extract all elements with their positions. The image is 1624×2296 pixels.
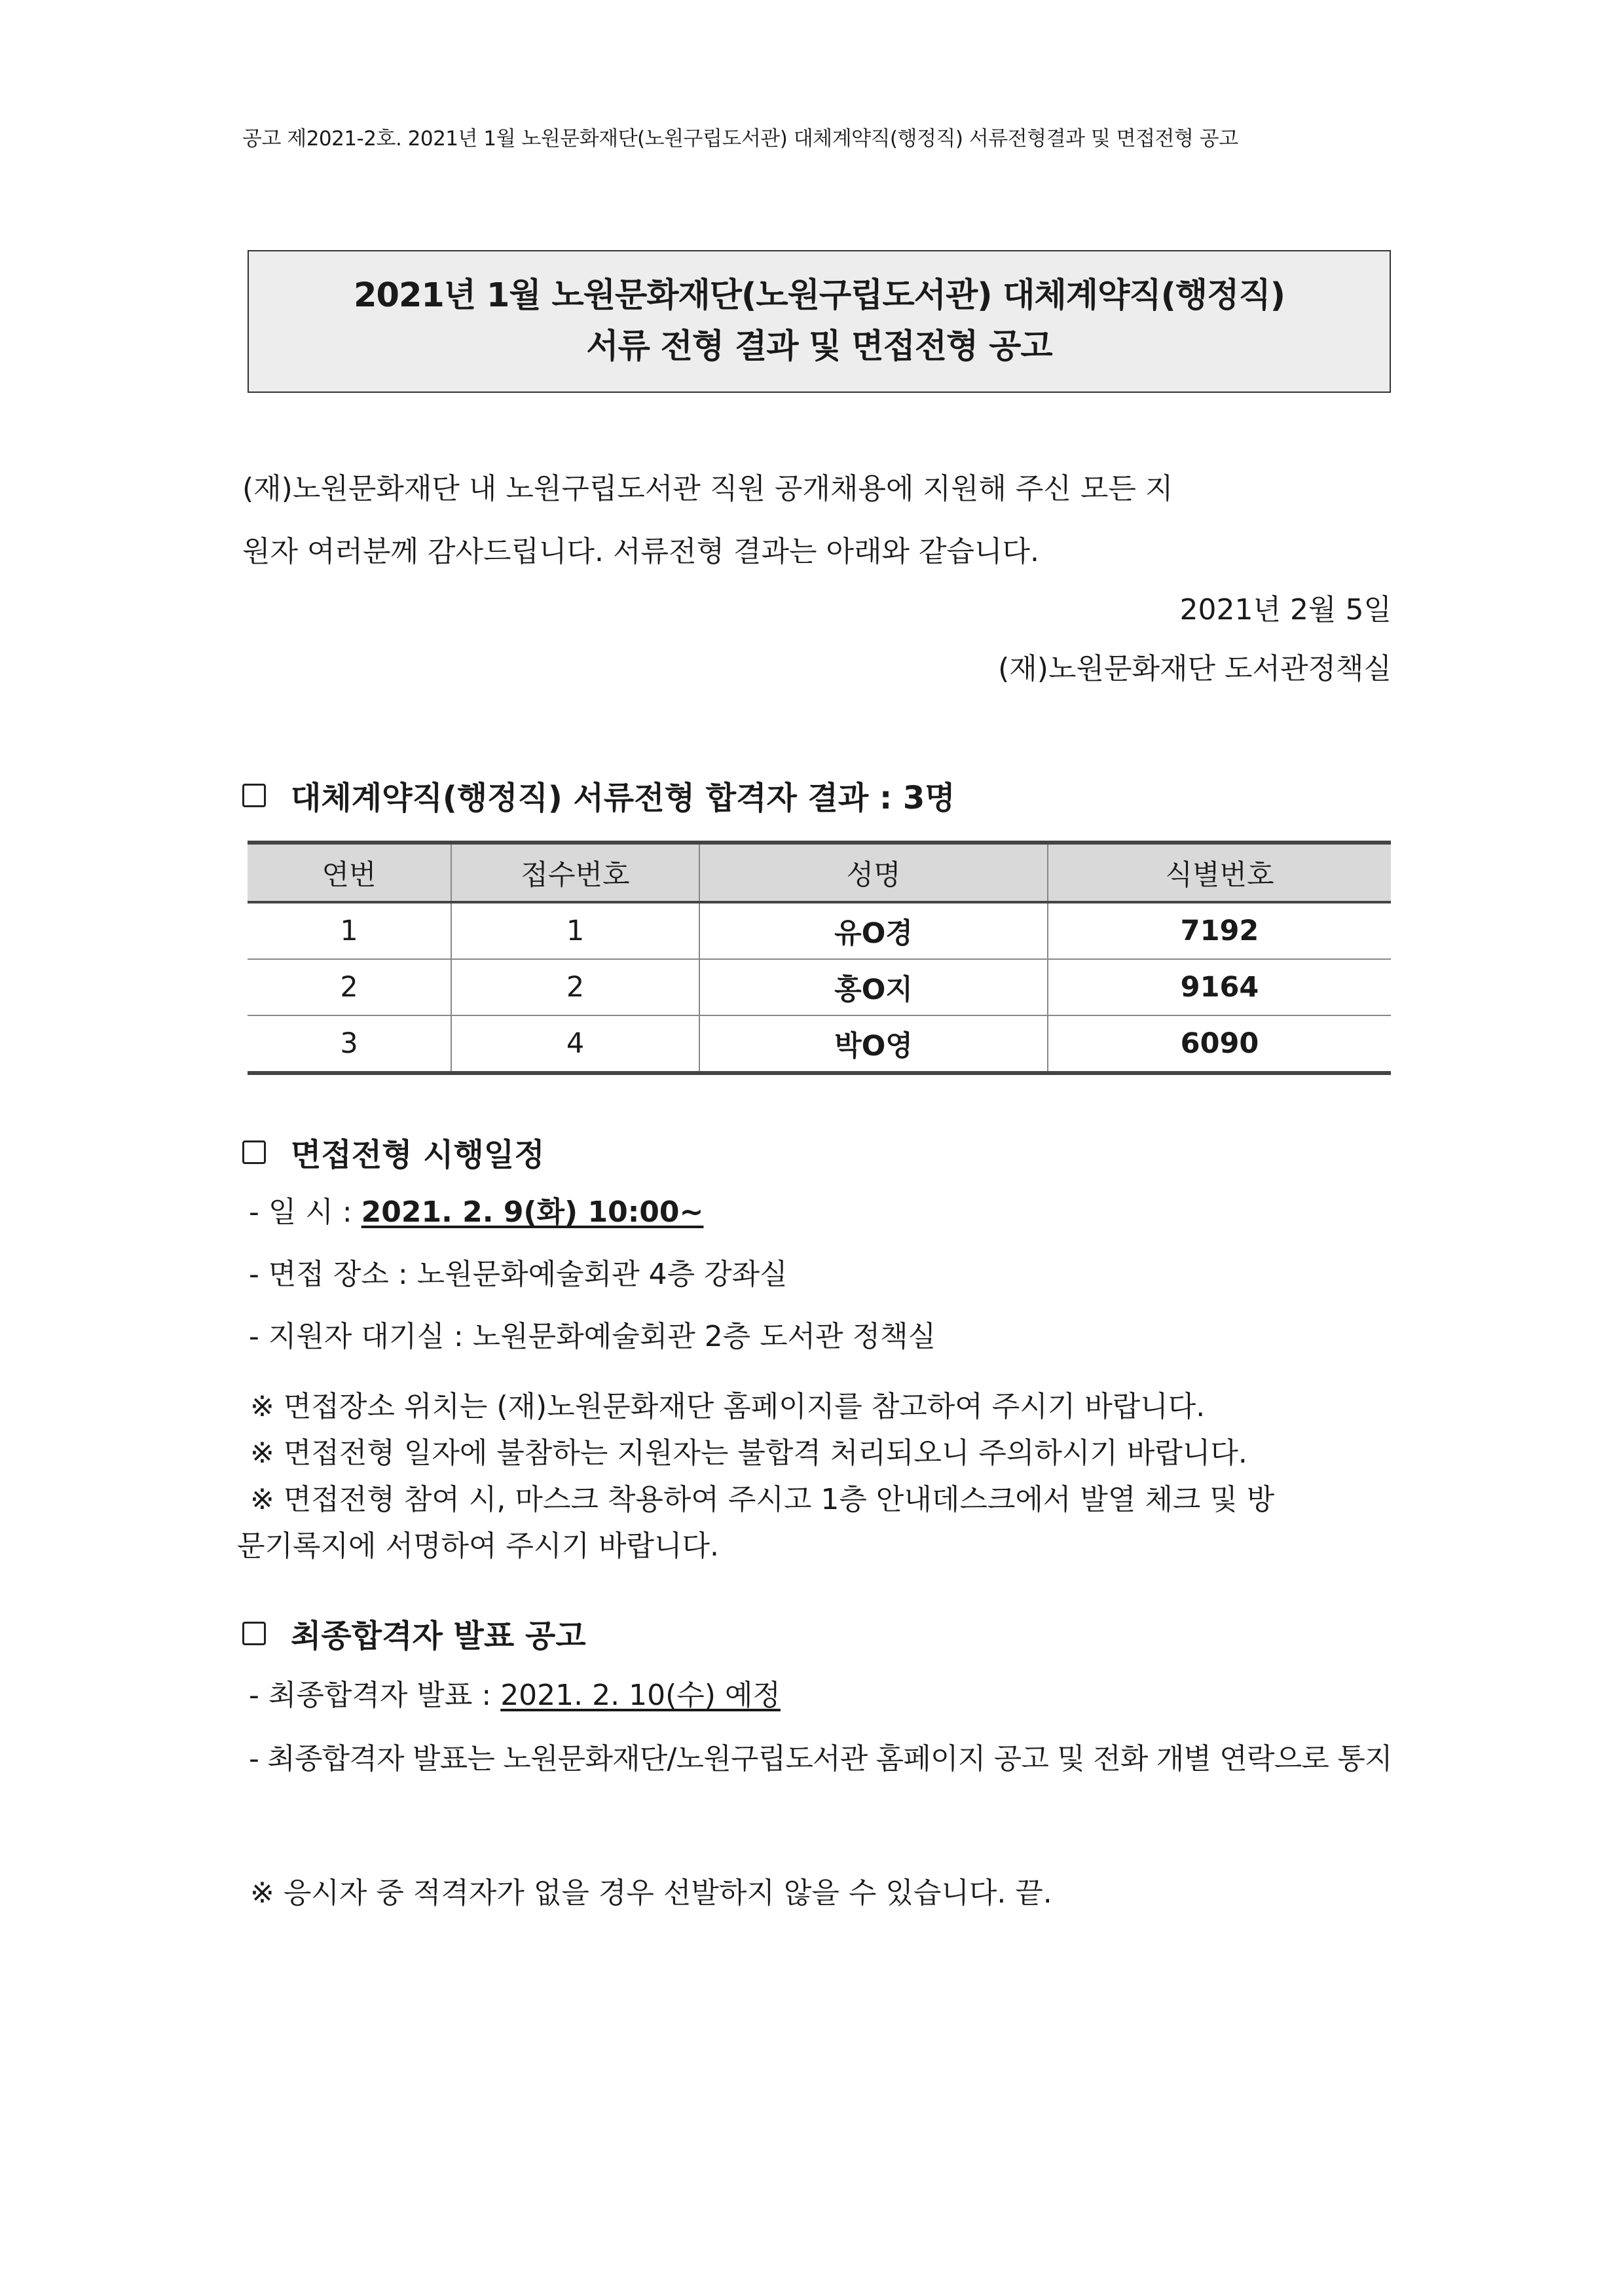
result-table — [248, 841, 1391, 1075]
interview-datetime-label: - 일 시 : — [249, 1195, 352, 1229]
table-cell: 7192 — [1048, 902, 1391, 959]
closing-note: ※ 응시자 중 적격자가 없을 경우 선발하지 않을 수 있습니다. 끝. — [250, 1876, 1052, 1910]
interview-place: - 면접 장소 : 노원문화예술회관 4층 강좌실 — [249, 1258, 788, 1291]
table-cell: 9164 — [1048, 959, 1391, 1015]
final-announce-value: 2021. 2. 10(수) 예정 — [500, 1679, 781, 1712]
interview-note-1: ※ 면접장소 위치는 (재)노원문화재단 홈페이지를 참고하여 주시기 바랍니다. — [250, 1390, 1206, 1423]
checkbox-icon — [242, 1622, 266, 1645]
table-row — [248, 959, 1391, 1015]
column-header: 식별번호 — [1048, 843, 1391, 902]
table-cell: 2 — [248, 959, 451, 1015]
interview-heading-text: 면접전형 시행일정 — [291, 1137, 545, 1173]
interview-datetime — [249, 1188, 703, 1230]
interview-note-2: ※ 면접전형 일자에 불참하는 지원자는 불합격 처리되오니 주의하시기 바랍니다. — [250, 1436, 1247, 1470]
table-cell: 1 — [451, 902, 699, 959]
table-cell: 박O영 — [699, 1015, 1048, 1073]
table-cell: 4 — [451, 1015, 699, 1073]
table-header-row — [248, 843, 1391, 902]
notice-date: 2021년 2월 5일 — [1179, 593, 1392, 627]
interview-note-3-line-2: 문기록지에 서명하여 주시기 바랍니다. — [237, 1529, 720, 1563]
final-announce-method: - 최종합격자 발표는 노원문화재단/노원구립도서관 홈페이지 공고 및 전화 개별 연락으로 통지 — [249, 1742, 1392, 1776]
table-cell: 유O경 — [699, 902, 1048, 959]
interview-note-3-line-1: ※ 면접전형 참여 시, 마스크 착용하여 주시고 1층 안내데스크에서 발열 체크 및 방 — [250, 1483, 1275, 1516]
column-header: 접수번호 — [451, 843, 699, 902]
table-cell: 3 — [248, 1015, 451, 1073]
table-cell: 6090 — [1048, 1015, 1391, 1073]
result-section-heading — [242, 773, 955, 818]
result-heading-text: 대체계약직(행정직) 서류전형 합격자 결과 : 3명 — [291, 780, 955, 816]
interview-datetime-value: 2021. 2. 9(화) 10:00~ — [361, 1195, 704, 1229]
interview-section-heading — [242, 1129, 545, 1175]
title-line-1: 2021년 1월 노원문화재단(노원구립도서관) 대체계약직(행정직) — [353, 276, 1285, 315]
final-heading-text: 최종합격자 발표 공고 — [291, 1618, 586, 1654]
column-header: 성명 — [699, 843, 1048, 902]
title-box — [248, 250, 1391, 393]
intro-line-2: 원자 여러분께 감사드립니다. 서류전형 결과는 아래와 같습니다. — [242, 535, 1039, 568]
table-cell: 1 — [248, 902, 451, 959]
final-announce-date — [249, 1671, 781, 1713]
final-announce-label: - 최종합격자 발표 : — [249, 1679, 492, 1712]
checkbox-icon — [242, 784, 266, 807]
issuer: (재)노원문화재단 도서관정책실 — [998, 652, 1392, 685]
intro-line-1: (재)노원문화재단 내 노원구립도서관 직원 공개채용에 지원해 주신 모든 지 — [242, 472, 1173, 505]
checkbox-icon — [242, 1140, 266, 1164]
table-cell: 홍O지 — [699, 959, 1048, 1015]
table-row — [248, 902, 1391, 959]
column-header: 연번 — [248, 843, 451, 902]
table-row — [248, 1015, 1391, 1073]
waiting-room: - 지원자 대기실 : 노원문화예술회관 2층 도서관 정책실 — [249, 1320, 936, 1353]
final-section-heading — [242, 1611, 586, 1656]
table-cell: 2 — [451, 959, 699, 1015]
title-line-2: 서류 전형 결과 및 면접전형 공고 — [586, 327, 1052, 366]
notice-number-line: 공고 제2021-2호. 2021년 1월 노원문화재단(노원구립도서관) 대체계약직(행정직) 서류전형결과 및 면접전형 공고 — [242, 127, 1238, 151]
